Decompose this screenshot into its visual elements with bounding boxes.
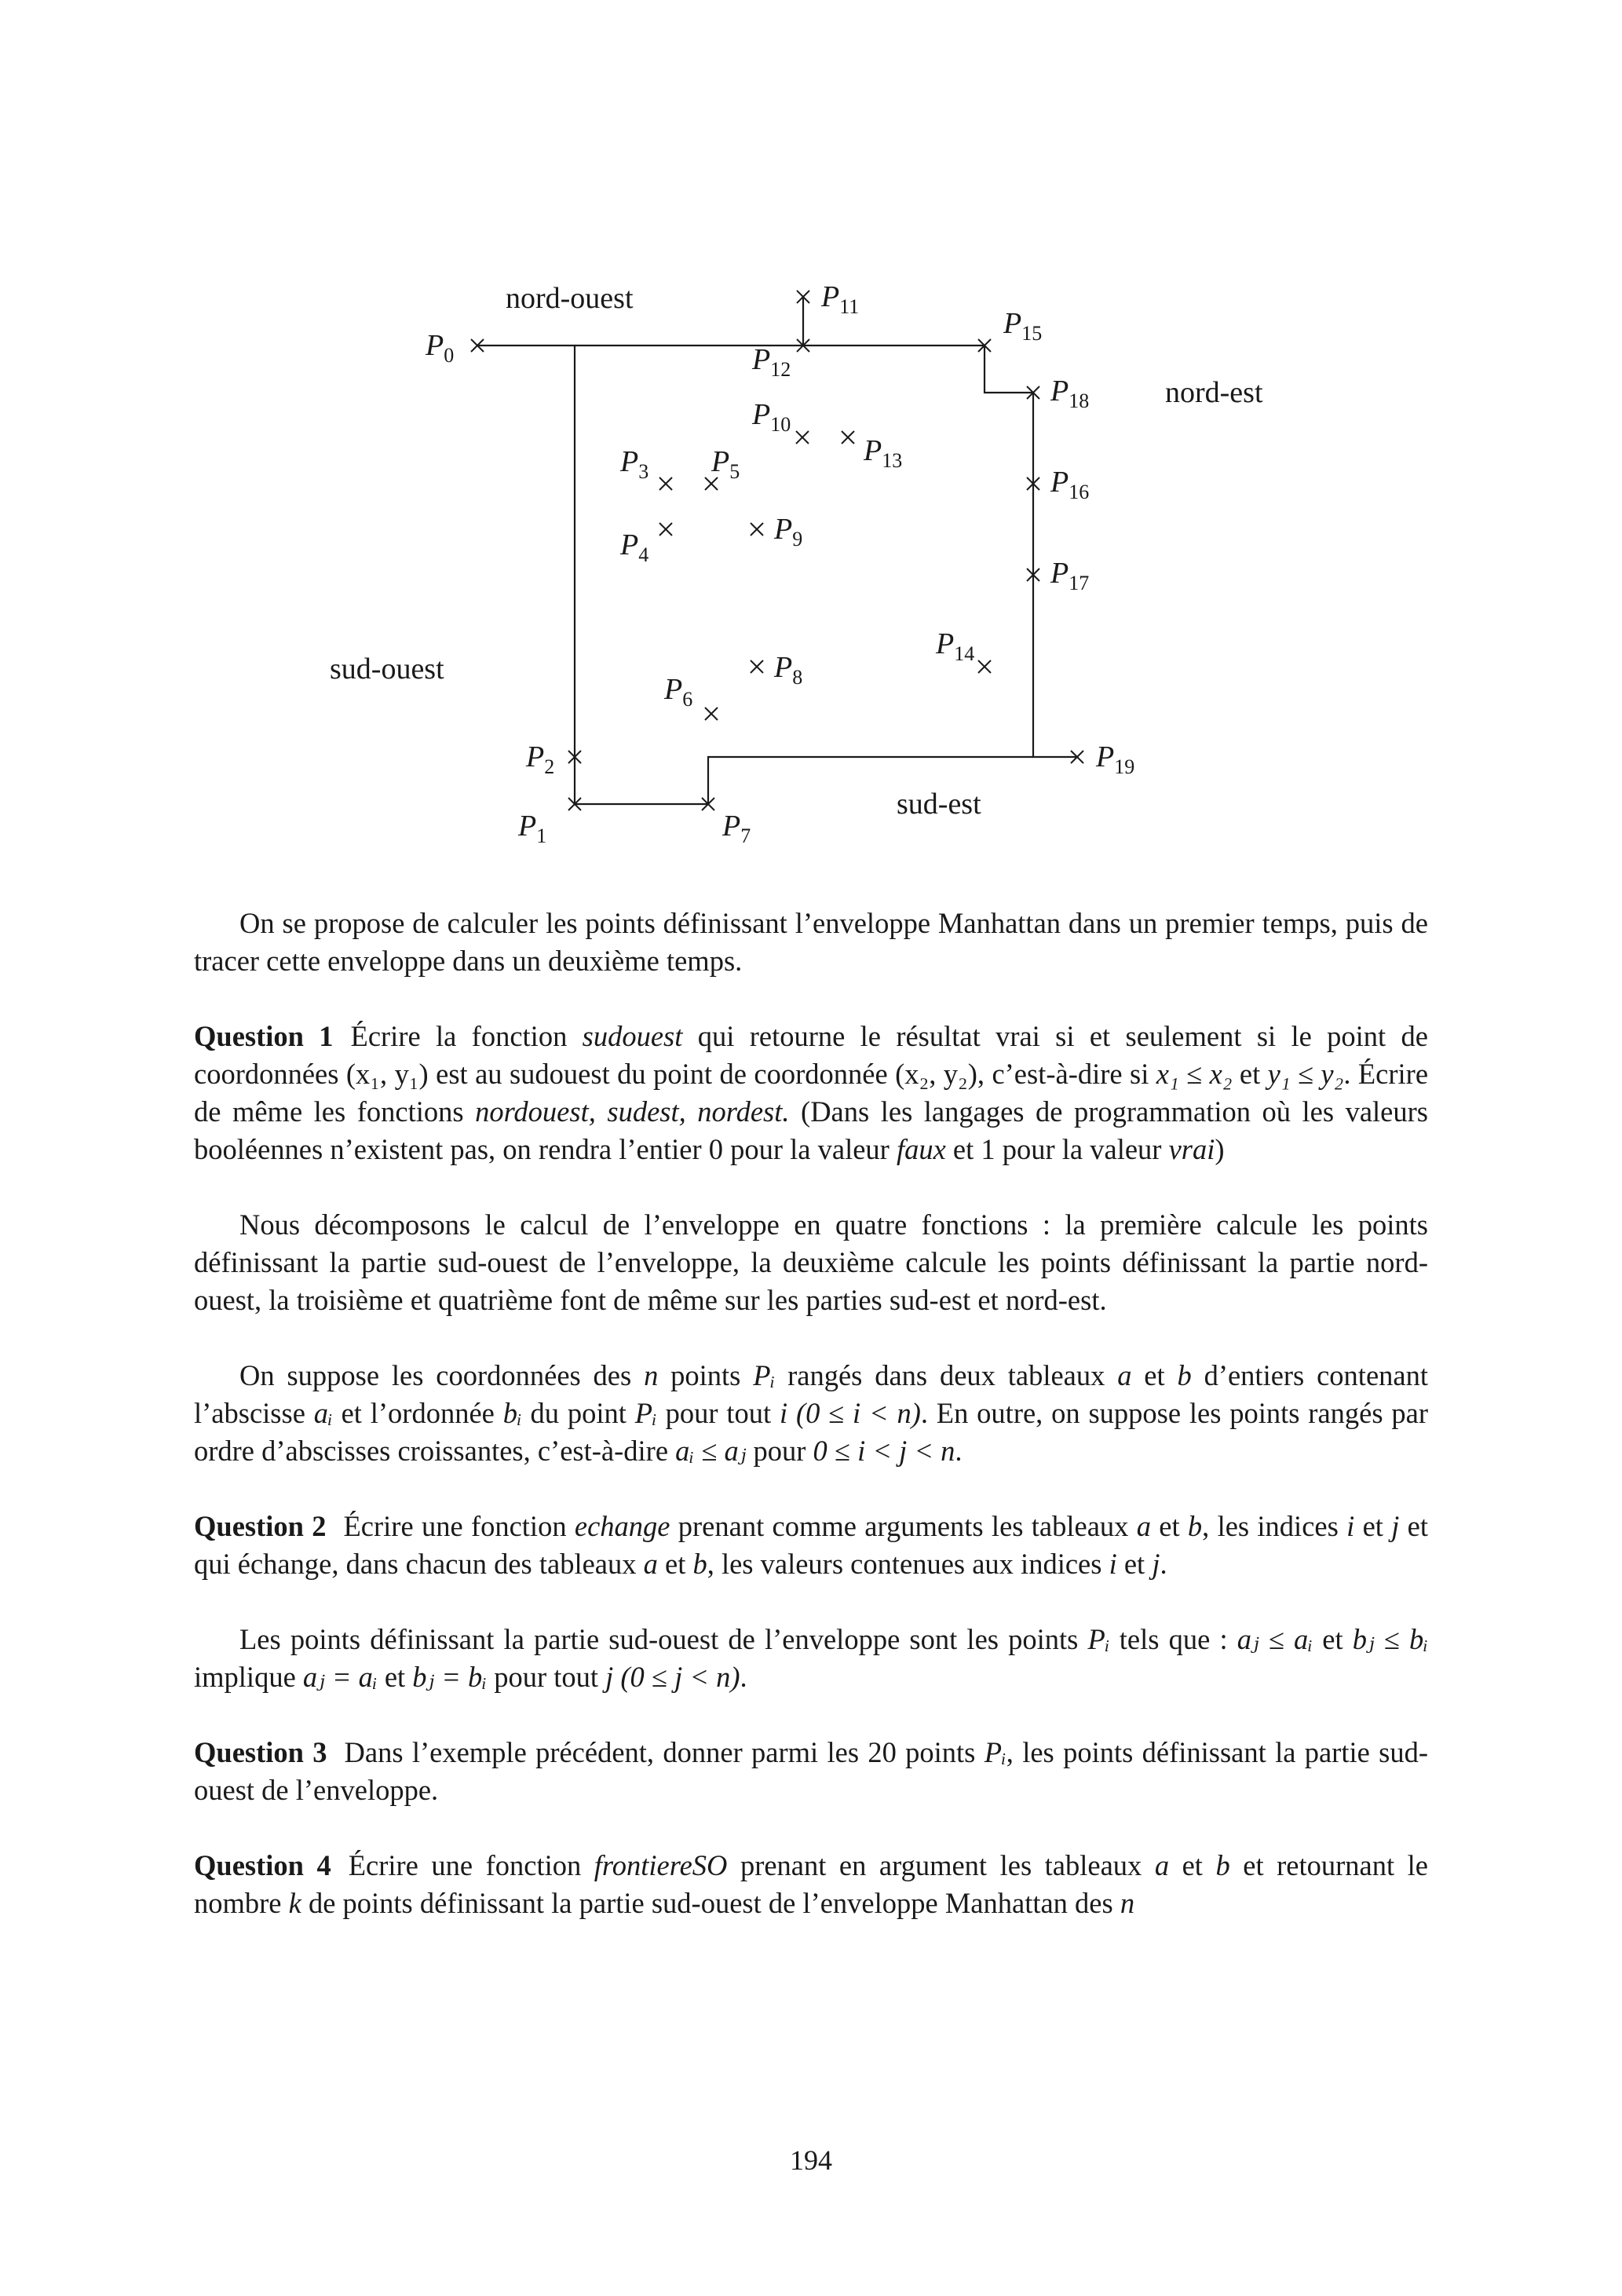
paragraph-decomposition: Nous décomposons le calcul de l’enveloppe en quatre fonctions : la première calcule les points définissant la partie sud-ouest de l’enveloppe, la deuxième calcule les points définissant la partie nord-ouest, la troisième et quatrième font de même sur les parties sud-est et nord-est. [194, 1208, 1428, 1316]
point-label-12: P12 [752, 343, 791, 381]
point-label-2: P2 [526, 740, 555, 778]
question-3: Question 3 Dans l’exemple précédent, donner parmi les 20 points Pᵢ, les points définissant la partie sud-ouest de l’enveloppe. [194, 1736, 1428, 1806]
envelope-south-east [708, 757, 1033, 804]
region-label-se: sud-est [897, 788, 981, 821]
point-label-5: P5 [711, 445, 740, 483]
point-label-13: P13 [864, 434, 903, 472]
point-label-17: P17 [1050, 557, 1090, 594]
point-marker-4 [659, 523, 672, 536]
point-marker-9 [751, 523, 763, 536]
point-label-4: P4 [620, 528, 649, 566]
question-1: Question 1 Écrire la fonction sudouest qui retourne le résultat vrai si et seulement si le point de coordonnées (x₁, y₁) est au sudouest du point de coordonnée (x₂, y₂), c’est-à-dire si x₁ ≤ x₂ et y₁ ≤ y₂. Écrire de même les fonctions nordouest, sudest, nordest. (Dans les langages de programmation où les valeurs booléennes n’existent pas, on rendra l’entier 0 pour la valeur faux et 1 pour la valeur vrai) [194, 1020, 1429, 1165]
point-label-9: P9 [774, 513, 803, 550]
point-label-10: P10 [752, 398, 791, 436]
intro-paragraph: On se propose de calculer les points définissant l’enveloppe Manhattan dans un premier temps, puis de tracer cette enveloppe dans un deuxième temps. [194, 907, 1428, 977]
region-label-sw: sud-ouest [330, 653, 444, 686]
point-label-16: P16 [1050, 466, 1090, 503]
point-label-18: P18 [1050, 375, 1090, 412]
point-label-19: P19 [1096, 740, 1135, 778]
point-label-1: P1 [518, 810, 547, 847]
point-marker-10 [796, 431, 809, 444]
question-4-label: Question 4 [194, 1849, 331, 1881]
question-2-label: Question 2 [194, 1510, 327, 1542]
point-label-7: P7 [722, 810, 751, 847]
page-number: 194 [790, 2144, 832, 2176]
question-2: Question 2 Écrire une fonction echange prenant comme arguments les tableaux a et b, les indices i et j et qui échange, dans chacun des tableaux a et b, les valeurs contenues aux indices i et j. [194, 1510, 1428, 1580]
question-3-label: Question 3 [194, 1736, 327, 1768]
region-label-nw: nord-ouest [506, 282, 634, 315]
point-marker-6 [705, 707, 718, 720]
region-labels [330, 282, 1263, 821]
point-label-6: P6 [664, 673, 693, 711]
point-label-15: P15 [1003, 307, 1043, 345]
point-label-0: P0 [426, 329, 455, 367]
paragraph-coordinates: On suppose les coordonnées des n points Pᵢ rangés dans deux tableaux a et b d’entiers contenant l’abscisse aᵢ et l’ordonnée bᵢ du point Pᵢ pour tout i (0 ≤ i < n). En outre, on suppose les points rangés par ordre d’abscisses croissantes, c’est-à-dire aᵢ ≤ aⱼ pour 0 ≤ i < j < n. [194, 1359, 1428, 1467]
point-marker-3 [659, 477, 672, 490]
point-labels [425, 280, 1134, 847]
point-marker-13 [842, 431, 854, 444]
envelope-north-west [477, 345, 708, 804]
manhattan-envelope-figure [0, 0, 1622, 879]
point-label-11: P11 [821, 280, 860, 318]
question-4: Question 4 Écrire une fonction frontiereSO prenant en argument les tableaux a et b et retournant le nombre k de points définissant la partie sud-ouest de l’enveloppe Manhattan des n [194, 1849, 1428, 1919]
point-label-14: P14 [936, 627, 975, 665]
paragraph-southwest-definition: Les points définissant la partie sud-ouest de l’enveloppe sont les points Pᵢ tels que : aⱼ ≤ aᵢ et bⱼ ≤ bᵢ implique aⱼ = aᵢ et bⱼ = bᵢ pour tout j (0 ≤ j < n). [194, 1623, 1429, 1693]
point-label-8: P8 [774, 651, 803, 689]
point-marker-8 [751, 660, 763, 673]
point-marker-14 [978, 660, 991, 673]
point-label-3: P3 [620, 445, 649, 483]
point-marker-5 [705, 477, 718, 490]
body-text [194, 905, 1428, 1922]
region-label-ne: nord-est [1165, 376, 1263, 409]
question-1-label: Question 1 [194, 1020, 334, 1052]
